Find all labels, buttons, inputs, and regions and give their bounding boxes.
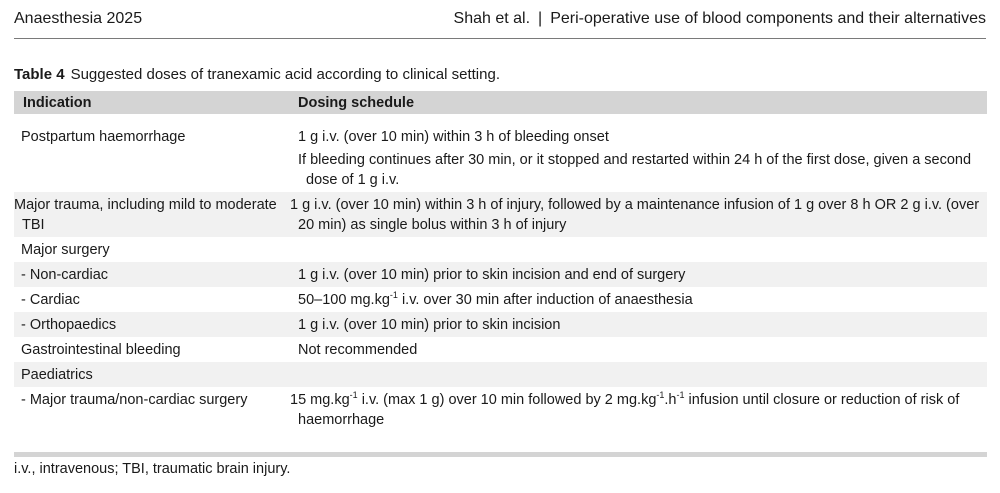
table-row (14, 262, 987, 287)
journal-name: Anaesthesia 2025 (14, 10, 143, 27)
dose-text-second: If bleeding continues after 30 min, or it stopped and restarted within 24 h of the first dose, given a second dose of 1 g i.v. (298, 152, 972, 188)
running-header (14, 0, 986, 39)
indication-cell: - Cardiac (21, 292, 80, 308)
dose-cell: 1 g i.v. (over 10 min) prior to skin incision (292, 312, 987, 337)
dose-part: i.v. over 30 min after induction of anaesthesia (397, 292, 693, 308)
dose-part: i.v. (max 1 g) over 10 min followed by 2 mg.kg (357, 392, 657, 408)
dose-cell (292, 387, 987, 432)
table-row (14, 387, 987, 432)
indication-cell: - Major trauma/non-cardiac surgery (21, 392, 248, 408)
dose-part: 15 mg.kg (290, 392, 350, 408)
indication-cell: Major trauma, including mild to moderate TBI (14, 192, 292, 237)
dose-part: infusion until closure or reduction of risk of haemorrhage (298, 392, 960, 428)
table-caption (14, 66, 500, 83)
dose-superscript: -1 (656, 390, 665, 401)
indication-cell: Postpartum haemorrhage (21, 129, 186, 145)
table-bottom-rule (14, 452, 987, 457)
table-row (14, 124, 987, 192)
dose-cell (292, 287, 987, 312)
dose-cell: Not recommended (298, 342, 418, 358)
dose-cell (292, 124, 987, 192)
dose-part: 50–100 mg.kg (298, 292, 390, 308)
dose-superscript: -1 (389, 290, 398, 301)
indication-cell: Gastrointestinal bleeding (21, 342, 181, 358)
dose-superscript: -1 (676, 390, 685, 401)
dose-superscript: -1 (349, 390, 358, 401)
table-row (14, 192, 987, 237)
dose-cell: 1 g i.v. (over 10 min) within 3 h of injury, followed by a maintenance infusion of 1 g over 8 h OR 2 g i.v. (over 20 min) as single bolus within 3 h of injury (292, 192, 987, 237)
table-row (14, 312, 987, 337)
indication-cell: Paediatrics (14, 362, 292, 387)
table-caption-text: Suggested doses of tranexamic acid according to clinical setting. (70, 66, 500, 83)
dose-part: .h (664, 392, 677, 408)
dose-cell: 1 g i.v. (over 10 min) prior to skin incision and end of surgery (292, 262, 987, 287)
running-title-group (454, 10, 986, 28)
indication-cell: - Orthopaedics (14, 312, 292, 337)
table-row (14, 287, 987, 312)
indication-cell: Major surgery (21, 242, 110, 258)
table-row (14, 237, 987, 262)
column-header-indication: Indication (14, 91, 292, 114)
indication-cell: - Non-cardiac (14, 262, 292, 287)
authors: Shah et al. (453, 10, 531, 27)
column-header-dosing: Dosing schedule (292, 91, 987, 114)
dose-cell-empty (292, 362, 987, 387)
table-row (14, 362, 987, 387)
table-header-row (14, 91, 987, 114)
table-label: Table 4 (14, 66, 65, 83)
dose-text: 1 g i.v. (over 10 min) within 3 h of bleeding onset (298, 129, 609, 145)
header-separator: | (538, 10, 543, 27)
table-row (14, 337, 987, 362)
dose-cell-empty (292, 237, 987, 262)
dosing-table (14, 91, 987, 432)
table-footnote: i.v., intravenous; TBI, traumatic brain injury. (14, 461, 291, 477)
running-title: Peri-operative use of blood components and their alternatives (550, 10, 986, 27)
